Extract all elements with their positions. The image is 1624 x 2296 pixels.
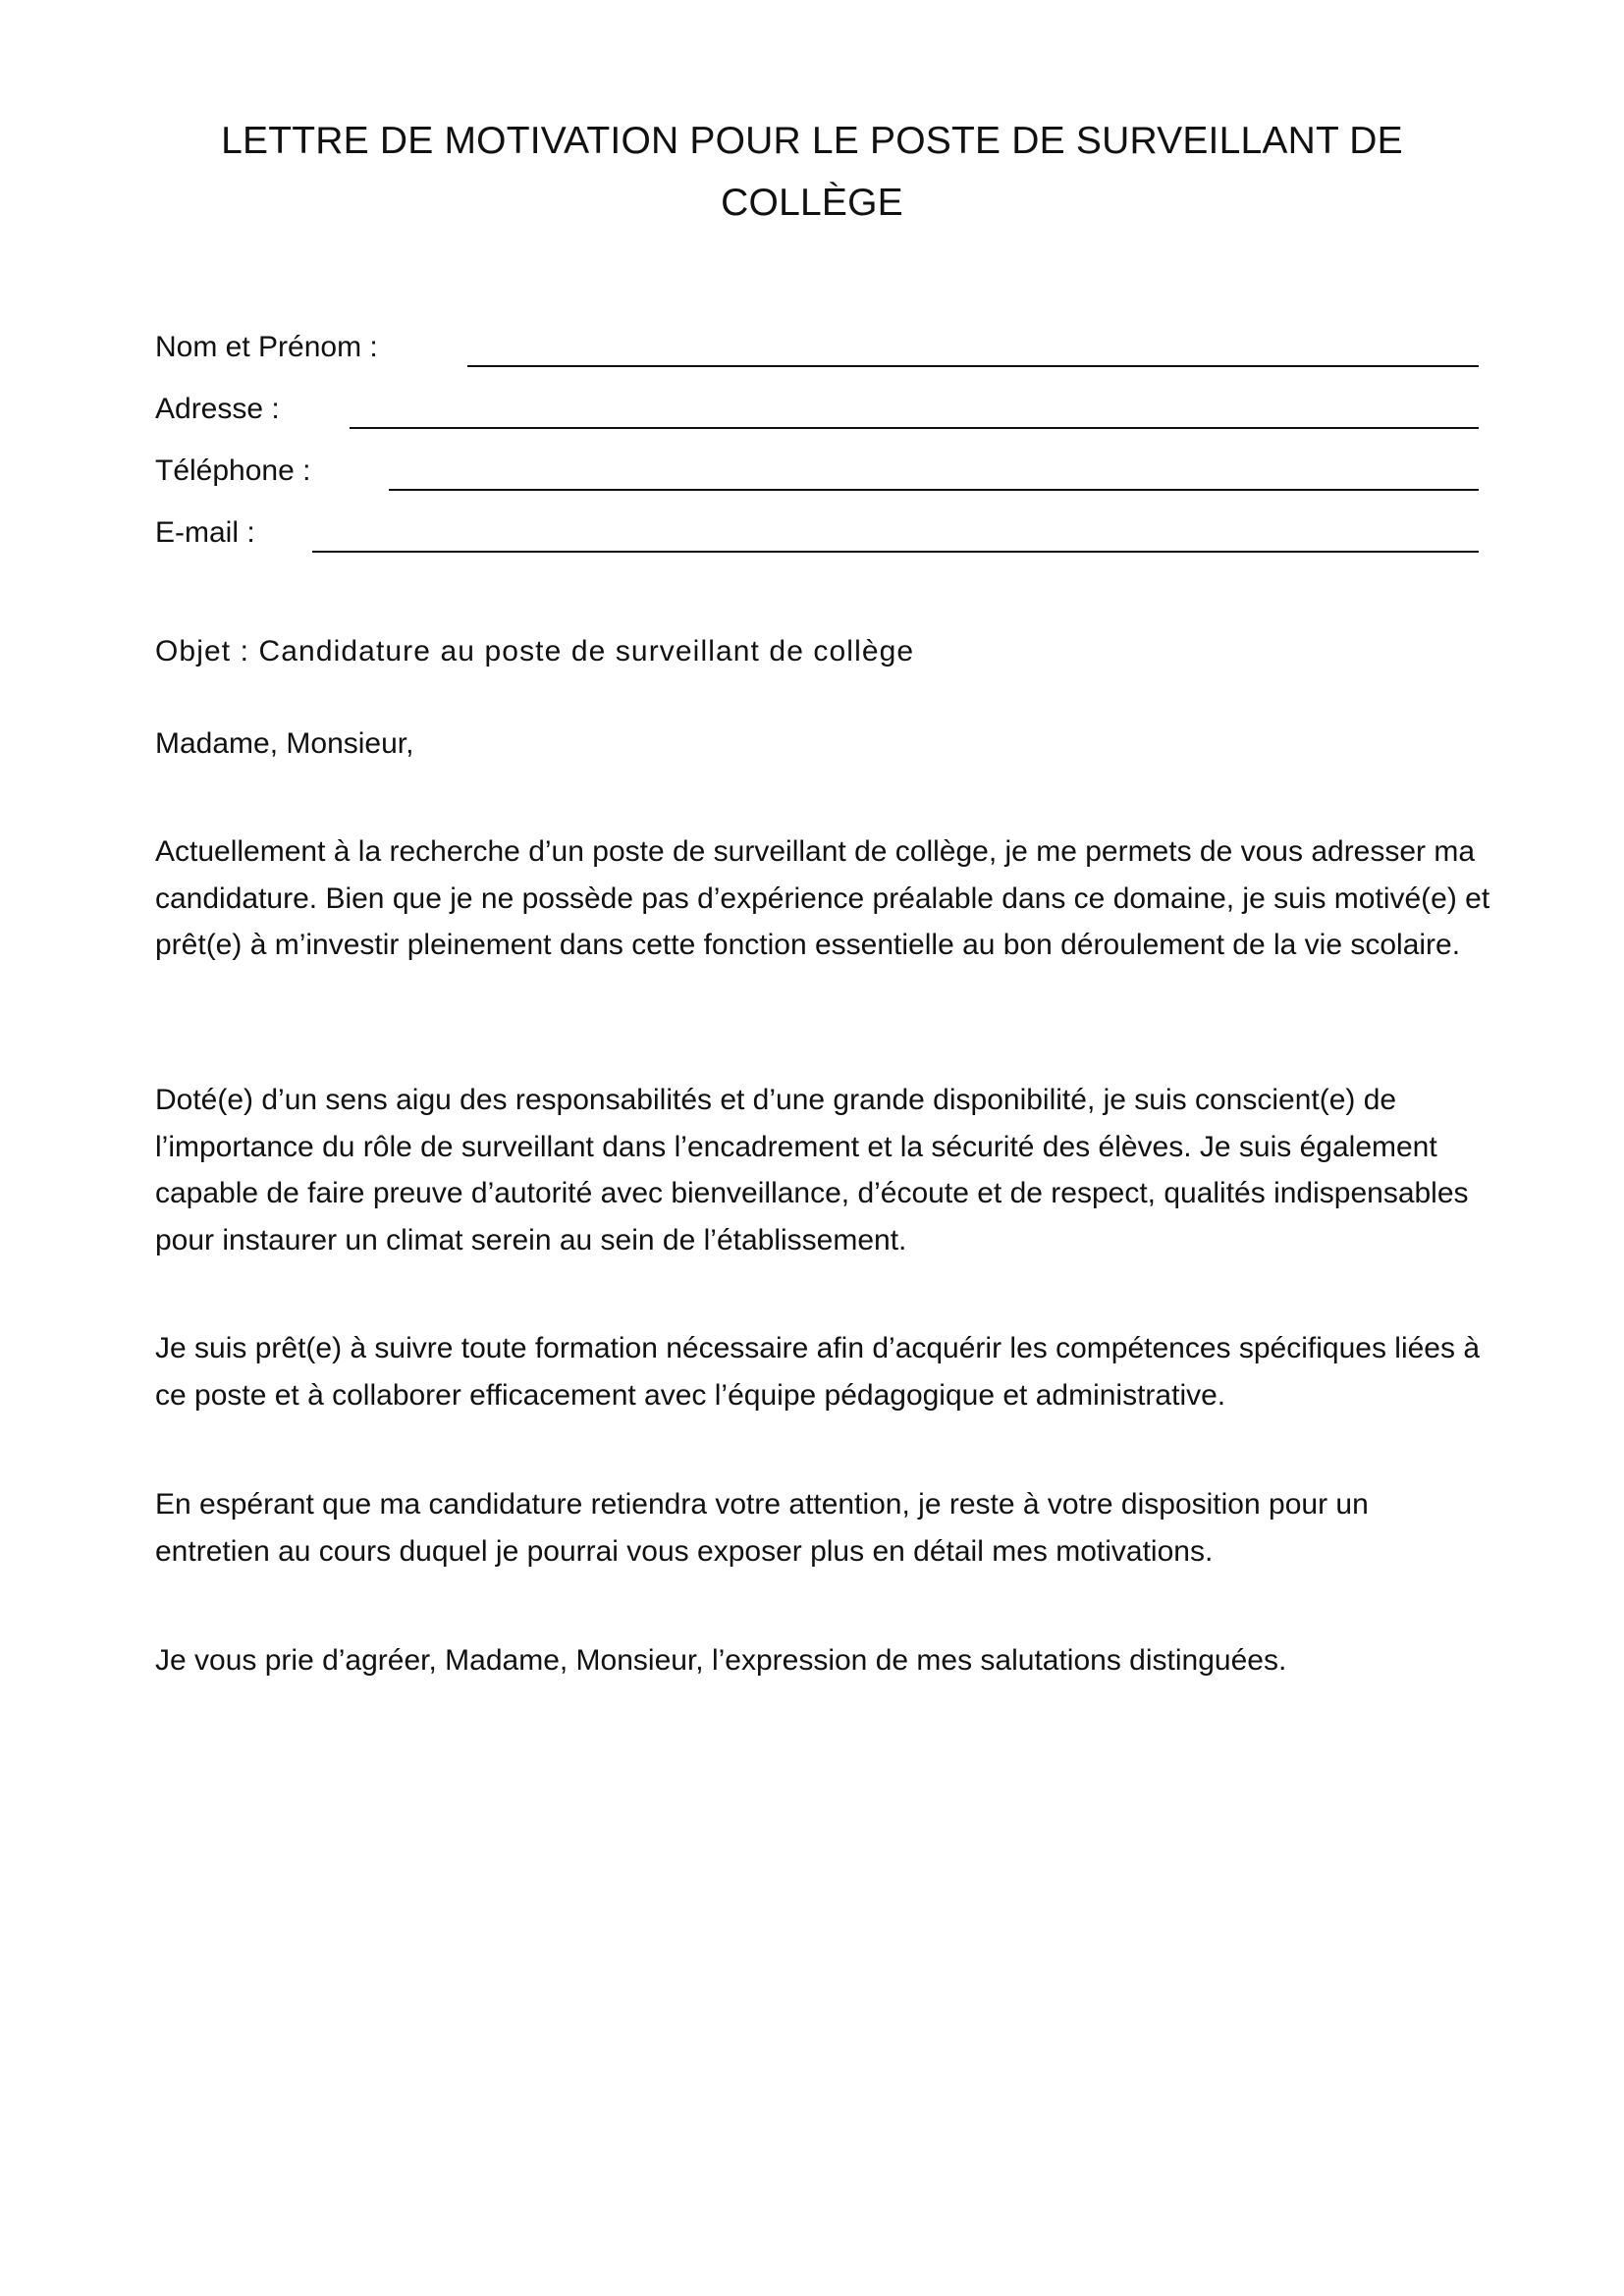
phone-label: Téléphone : — [155, 454, 311, 487]
address-input-line[interactable] — [350, 427, 1479, 429]
letter-salutation: Madame, Monsieur, — [155, 727, 414, 760]
address-label: Adresse : — [155, 393, 280, 425]
title-line-2: COLLÈGE — [721, 182, 903, 224]
name-label: Nom et Prénom : — [155, 331, 378, 363]
title-line-1: LETTRE DE MOTIVATION POUR LE POSTE DE SURVEILLANT DE — [221, 120, 1403, 162]
letter-title — [177, 110, 1447, 234]
email-field[interactable] — [155, 513, 1479, 553]
email-input-line[interactable] — [312, 551, 1479, 553]
phone-field[interactable] — [155, 452, 1479, 491]
paragraph-4: En espérant que ma candidature retiendra votre attention, je reste à votre disposition pour un entretien au cours duquel je pourrai vous exposer plus en détail mes motivations. — [155, 1488, 1369, 1568]
paragraph-3: Je suis prêt(e) à suivre toute formation nécessaire afin d’acquérir les compétences spécifiques liées à ce poste et à collaborer efficacement avec l’équipe pédagogique et administrative. — [155, 1332, 1481, 1412]
letter-closing: Je vous prie d’agréer, Madame, Monsieur, l’expression de mes salutations distinguées. — [155, 1644, 1287, 1677]
name-field[interactable] — [155, 328, 1479, 367]
paragraph-1: Actuellement à la recherche d’un poste de surveillant de collège, je me permets de vous adresser ma candidature. Bien que je ne possède pas d’expérience préalable dans ce domaine, je suis motivé(e) et prêt(e) à m’investir pleinement dans cette fonction essentielle au bon déroulement de la vie scolaire. — [155, 835, 1490, 961]
letter-object: Objet : Candidature au poste de surveillant de collège — [155, 635, 915, 667]
address-field[interactable] — [155, 390, 1479, 429]
phone-input-line[interactable] — [389, 489, 1479, 491]
paragraph-2: Doté(e) d’un sens aigu des responsabilités et d’une grande disponibilité, je suis conscient(e) de l’importance du rôle de surveillant dans l’encadrement et la sécurité des élèves. Je suis également capable de faire preuve d’autorité avec bienveillance, d’écoute et de respect, qualités indispensables pour instaurer un climat serein au sein de l’établissement. — [155, 1084, 1469, 1256]
email-label: E-mail : — [155, 516, 255, 549]
name-input-line[interactable] — [467, 365, 1479, 367]
